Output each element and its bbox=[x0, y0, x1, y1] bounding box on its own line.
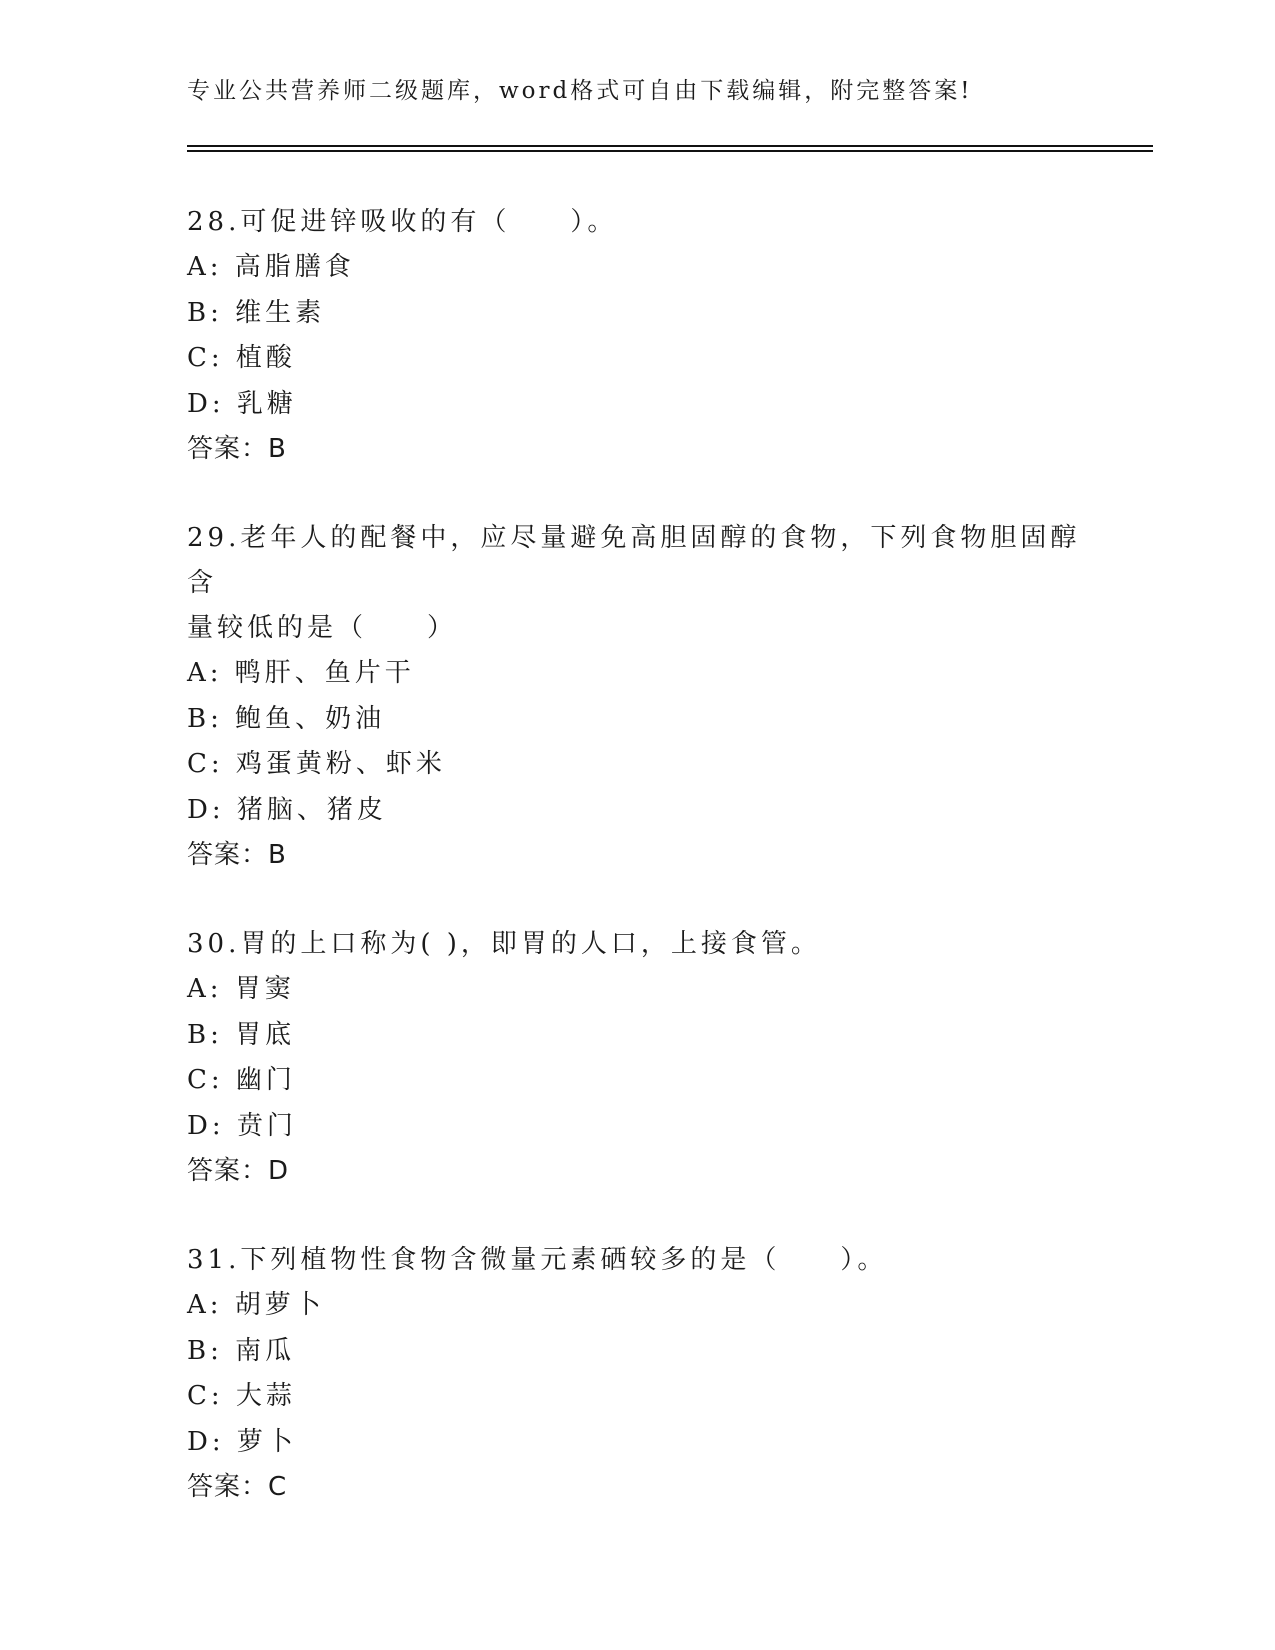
option-d: D: 乳糖 bbox=[187, 388, 297, 419]
header-rule-bottom bbox=[187, 150, 1153, 152]
option-c: C: 鸡蛋黄粉、虾米 bbox=[187, 749, 446, 779]
question-stem: 28.可促进锌吸收的有（ ）。 bbox=[187, 207, 618, 237]
question-list bbox=[187, 200, 1087, 1554]
option-c: C: 大蒜 bbox=[187, 1381, 296, 1411]
question-29 bbox=[187, 516, 1087, 878]
option-b: B: 维生素 bbox=[187, 297, 326, 328]
answer-line: 答案：C bbox=[187, 1472, 288, 1502]
question-stem: 30.胃的上口称为( )，即胃的人口，上接食管。 bbox=[187, 929, 821, 959]
option-a: A: 高脂膳食 bbox=[187, 252, 355, 282]
answer-line: 答案：B bbox=[187, 434, 287, 464]
question-stem: 29.老年人的配餐中，应尽量避免高胆固醇的食物，下列食物胆固醇含 bbox=[187, 523, 1081, 598]
option-c: C: 植酸 bbox=[187, 343, 296, 373]
question-stem: 31.下列植物性食物含微量元素硒较多的是（ ）。 bbox=[187, 1245, 888, 1275]
option-a: A: 鸭肝、鱼片干 bbox=[187, 658, 415, 688]
option-d: D: 猪脑、猪皮 bbox=[187, 794, 387, 825]
answer-line: 答案：D bbox=[187, 1156, 290, 1186]
answer-line: 答案：B bbox=[187, 840, 287, 870]
option-b: B: 南瓜 bbox=[187, 1335, 296, 1366]
option-b: B: 胃底 bbox=[187, 1019, 296, 1050]
option-d: D: 贲门 bbox=[187, 1110, 297, 1141]
question-28 bbox=[187, 200, 1087, 472]
question-31 bbox=[187, 1238, 1087, 1510]
page-header-text: 专业公共营养师二级题库，word格式可自由下载编辑，附完整答案! bbox=[187, 78, 973, 104]
header-rule-top bbox=[187, 145, 1153, 147]
option-a: A: 胃窦 bbox=[187, 974, 295, 1004]
question-stem-continued: 量较低的是（ ） bbox=[187, 613, 458, 643]
option-c: C: 幽门 bbox=[187, 1065, 296, 1095]
question-30 bbox=[187, 922, 1087, 1194]
option-b: B: 鲍鱼、奶油 bbox=[187, 703, 386, 734]
option-a: A: 胡萝卜 bbox=[187, 1290, 325, 1320]
option-d: D: 萝卜 bbox=[187, 1426, 297, 1457]
